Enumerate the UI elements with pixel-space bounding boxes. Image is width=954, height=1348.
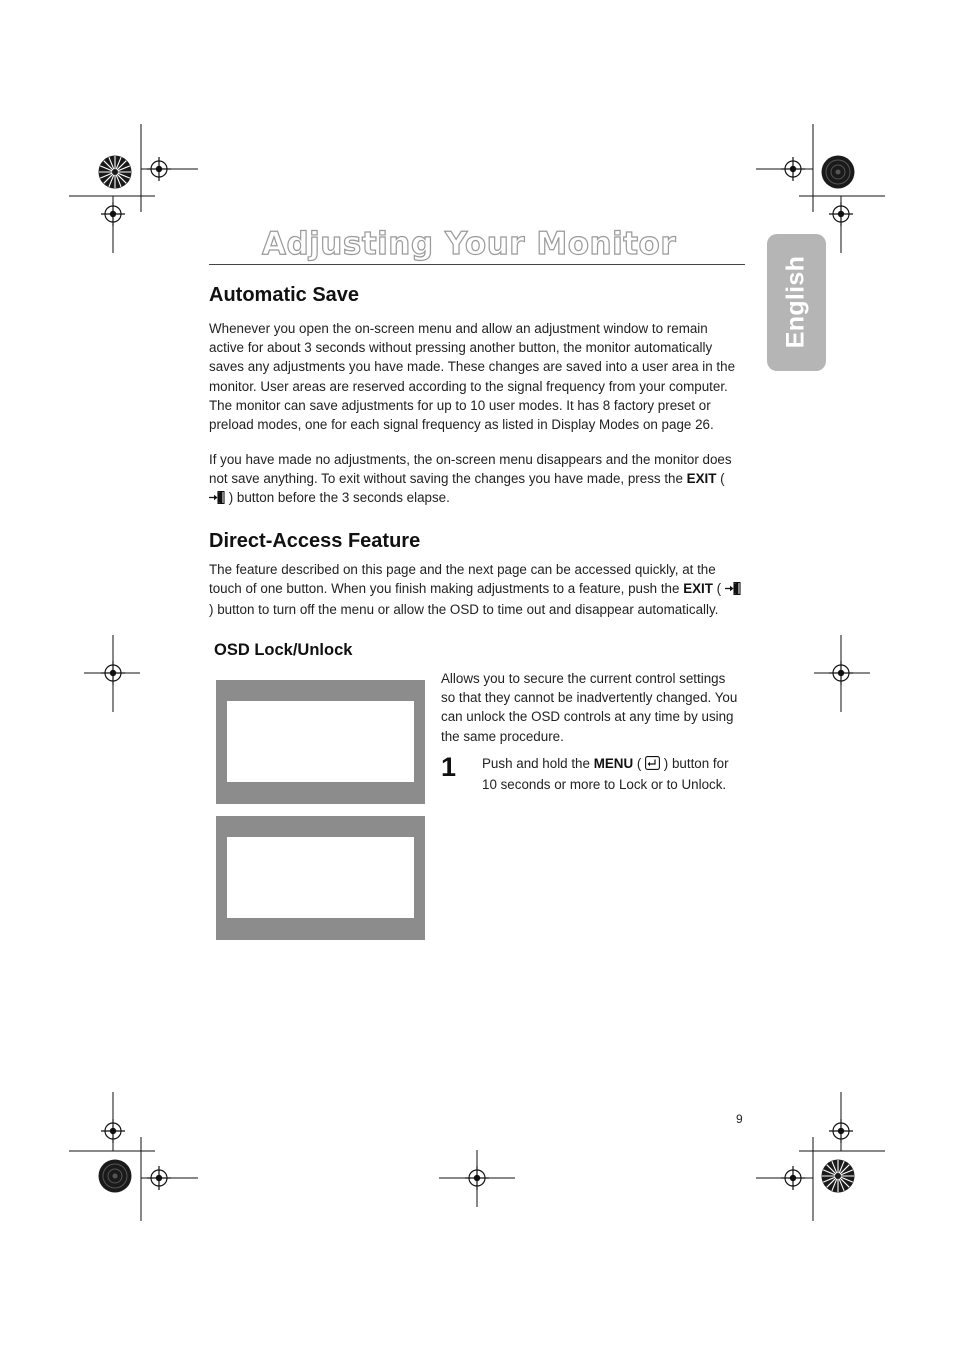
direct-access-paragraph: The feature described on this page and the next page can be accessed quickly, at the touch of one button. When you finish making adjustments to a feature, push the EXIT ( ) button to turn off the menu or allow the OSD to time out and disappear automatically.	[209, 560, 746, 620]
paragraph-text: If you have made no adjustments, the on-screen menu disappears and the monitor does not save anything. To exit without saving the changes you have made, press the	[209, 452, 732, 487]
registration-mark-icon	[781, 1166, 805, 1190]
osd-screen-area	[227, 701, 414, 782]
osd-lock-step-text: Push and hold the MENU ( ) button for 10 seconds or more to Lock or to Unlock.	[482, 756, 729, 793]
menu-enter-icon	[645, 756, 660, 775]
registration-mark-icon	[101, 661, 125, 685]
step-text: button for 10 seconds or more to Lock or to Unlock.	[482, 756, 729, 793]
automatic-save-heading: Automatic Save	[209, 284, 360, 306]
registration-mark-icon	[829, 661, 853, 685]
color-bar-wheel-icon	[99, 156, 132, 189]
exit-button-label: EXIT	[683, 581, 713, 597]
registration-mark-icon	[781, 157, 805, 181]
osd-lock-description: Allows you to secure the current control settings so that they cannot be inadvertently changed. You can unlock the OSD controls at any time by using the same procedure.	[441, 671, 738, 744]
osd-lock-screenshot	[216, 680, 425, 804]
registration-mark-icon	[465, 1166, 489, 1190]
exit-icon	[209, 490, 225, 509]
step-text: Push and hold the	[482, 756, 590, 771]
registration-mark-icon	[829, 202, 853, 226]
exit-button-label: EXIT	[686, 471, 717, 487]
paragraph-text: button before the 3 seconds elapse.	[236, 490, 450, 506]
registration-mark-icon	[101, 202, 125, 226]
paragraph-text: button to turn off the menu or allow the OSD to time out and disappear automatically.	[217, 602, 719, 618]
automatic-save-paragraph-1: Whenever you open the on-screen menu and allow an adjustment window to remain active for about 3 seconds without pressing another button, the monitor automatically saves any adjustments you have made. These changes are saved into a user area in the monitor. User areas are reserved according to the signal frequency from your computer. The monitor can save adjustments for up to 10 user modes. It has 8 factory preset or preload modes, one for each signal frequency as listed in Display Modes on page 26.	[209, 321, 736, 433]
title-divider	[209, 264, 745, 265]
page-title: Adjusting Your Monitor	[262, 226, 677, 262]
exit-icon	[725, 581, 741, 600]
page-number: 9	[736, 1112, 743, 1126]
color-bar-wheel-icon	[822, 156, 855, 189]
registration-mark-icon	[147, 157, 171, 181]
color-bar-wheel-icon	[99, 1160, 132, 1193]
registration-mark-icon	[101, 1119, 125, 1143]
osd-lock-heading: OSD Lock/Unlock	[214, 641, 353, 659]
registration-mark-icon	[829, 1119, 853, 1143]
language-tab-label: English	[781, 255, 810, 349]
direct-access-heading: Direct-Access Feature	[209, 530, 421, 552]
color-bar-wheel-icon	[822, 1160, 855, 1193]
automatic-save-paragraph-2: If you have made no adjustments, the on-screen menu disappears and the monitor does not save anything. To exit without saving the changes you have made, press the EXIT ( ) button before the 3 seconds elapse.	[209, 450, 744, 510]
osd-unlock-screenshot	[216, 816, 425, 940]
paragraph-text: The feature described on this page and the next page can be accessed quickly, at the touch of one button. When you finish making adjustments to a feature, push the	[209, 562, 716, 597]
osd-screen-area	[227, 837, 414, 918]
registration-mark-icon	[147, 1166, 171, 1190]
step-number: 1	[441, 752, 457, 782]
menu-button-label: MENU	[593, 756, 634, 771]
